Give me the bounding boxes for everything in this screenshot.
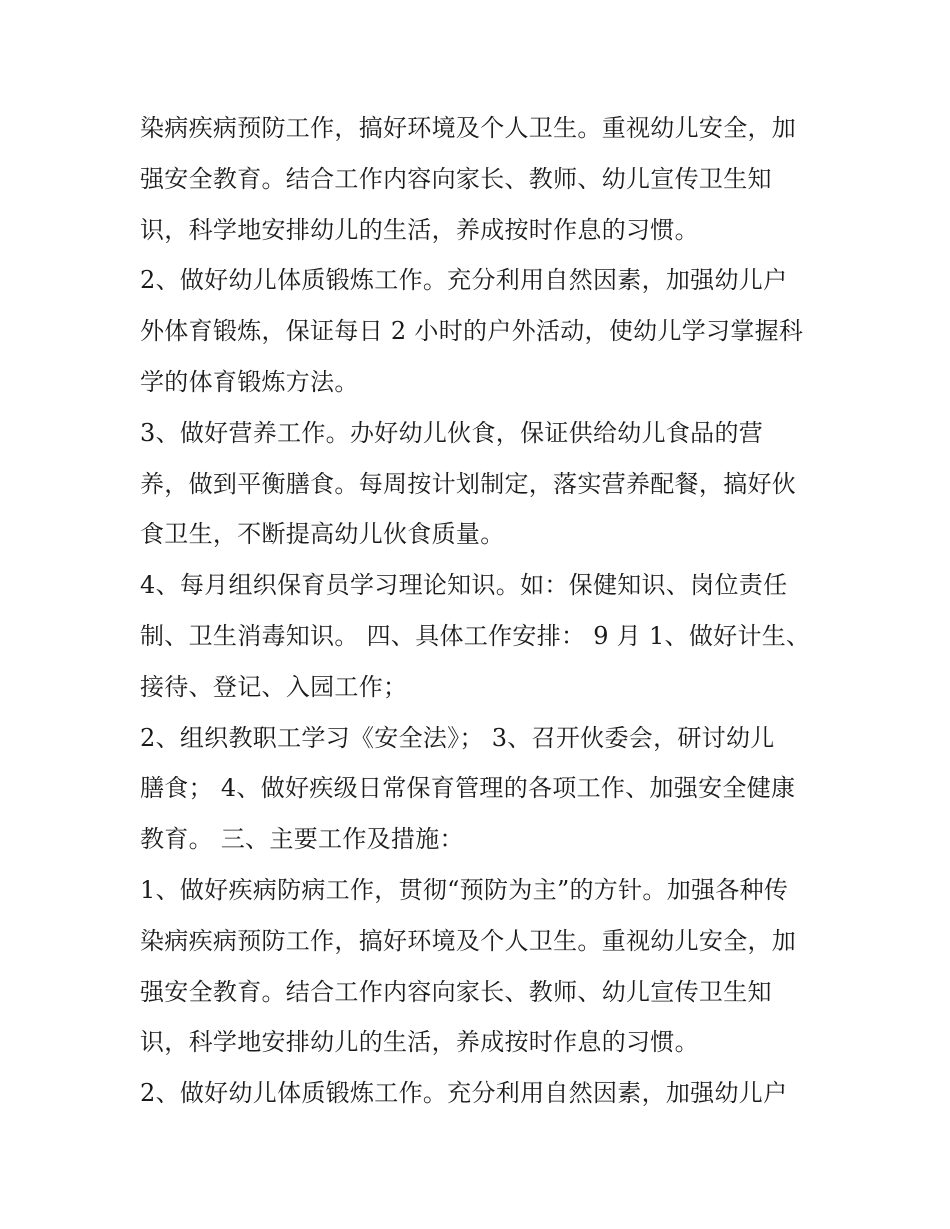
document-body	[140, 103, 830, 1119]
text-line: 膳食； 4、做好疾级日常保育管理的各项工作、加强安全健康	[140, 774, 796, 803]
text-line: 2、做好幼儿体质锻炼工作。充分利用自然因素，加强幼儿户	[140, 266, 788, 295]
text-line: 1、做好疾病防病工作，贯彻“预防为主”的方针。加强各种传	[140, 875, 789, 904]
text-line: 识，科学地安排幼儿的生活，养成按时作息的习惯。	[140, 1028, 699, 1057]
text-line: 制、卫生消毒知识。 四、具体工作安排： 9 月 1、做好计生、	[140, 621, 811, 650]
text-line: 接待、登记、入园工作；	[140, 672, 408, 701]
text-line: 2、做好幼儿体质锻炼工作。充分利用自然因素，加强幼儿户	[140, 1079, 788, 1108]
text-line: 养，做到平衡膳食。每周按计划制定，落实营养配餐，搞好伙	[140, 469, 797, 498]
text-line: 食卫生，不断提高幼儿伙食质量。	[140, 520, 505, 549]
text-line: 外体育锻炼，保证每日 2 小时的户外活动，使幼儿学习掌握科	[140, 317, 804, 346]
text-line: 3、做好营养工作。办好幼儿伙食，保证供给幼儿食品的营	[140, 418, 764, 447]
text-line: 学的体育锻炼方法。	[140, 367, 359, 396]
text-line: 2、组织教职工学习《安全法》； 3、召开伙委会，研讨幼儿	[140, 723, 775, 752]
text-line: 教育。 三、主要工作及措施：	[140, 825, 464, 854]
text-line: 强安全教育。结合工作内容向家长、教师、幼儿宣传卫生知	[140, 977, 772, 1006]
text-line: 识，科学地安排幼儿的生活，养成按时作息的习惯。	[140, 215, 699, 244]
text-line: 4、每月组织保育员学习理论知识。如：保健知识、岗位责任	[140, 571, 788, 600]
text-line: 染病疾病预防工作，搞好环境及个人卫生。重视幼儿安全，加	[140, 926, 797, 955]
text-line: 强安全教育。结合工作内容向家长、教师、幼儿宣传卫生知	[140, 164, 772, 193]
text-line: 染病疾病预防工作，搞好环境及个人卫生。重视幼儿安全，加	[140, 114, 797, 142]
